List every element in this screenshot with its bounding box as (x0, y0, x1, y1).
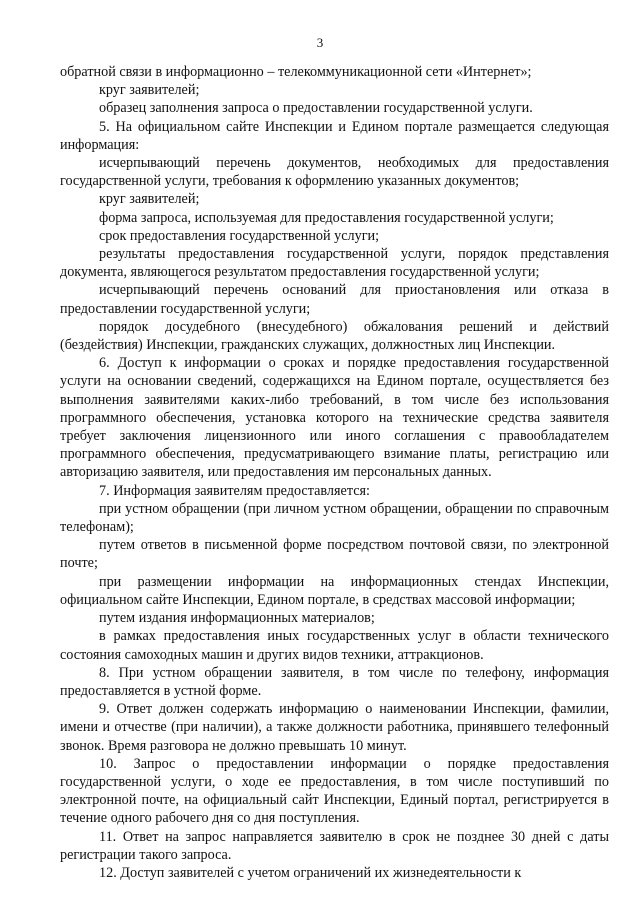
paragraph: 10. Запрос о предоставлении информации о порядке предоставления государственной услуги, о ходе ее предоставления, в том числе поступивший по электронной почте, на официальный сайт Инспекции, Единый портал, регистрируется в течение одного рабочего дня со дня поступления. (60, 755, 609, 827)
paragraph: исчерпывающий перечень оснований для приостановления или отказа в предоставлении государственной услуги; (60, 282, 609, 317)
paragraph: путем издания информационных материалов; (99, 610, 375, 627)
paragraph: 11. Ответ на запрос направляется заявителю в срок не позднее 30 дней с даты регистрации такого запроса. (60, 828, 609, 863)
paragraph: результаты предоставления государственной услуги, порядок представления документа, являющегося результатом предоставления государственной услуги; (60, 246, 609, 281)
page-number: 3 (316, 35, 324, 50)
paragraph: путем ответов в письменной форме посредством почтовой связи, по электронной почте; (60, 537, 609, 572)
paragraph: 5. На официальном сайте Инспекции и Едином портале размещается следующая информация: (60, 118, 609, 153)
paragraph: при устном обращении (при личном устном обращении, обращении по справочным телефонам); (60, 500, 609, 536)
paragraph: при размещении информации на информационных стендах Инспекции, официальном сайте Инспекции, Едином портале, в средствах массовой информации; (60, 573, 609, 608)
paragraph: 7. Информация заявителям предоставляется: (99, 482, 370, 499)
document-body (60, 63, 609, 882)
paragraph: исчерпывающий перечень документов, необходимых для предоставления государственной услуги, требования к оформлению указанных документов; (60, 155, 609, 190)
paragraph: порядок досудебного (внесудебного) обжалования решений и действий (бездействия) Инспекции, гражданских служащих, должностных лиц Инспекции. (60, 318, 609, 354)
paragraph: форма запроса, используемая для предоставления государственной услуги; (99, 209, 554, 226)
paragraph: образец заполнения запроса о предоставлении государственной услуги. (99, 100, 533, 117)
paragraph: 12. Доступ заявителей с учетом ограничений их жизнедеятельности к (99, 864, 522, 881)
paragraph: в рамках предоставления иных государственных услуг в области технического состояния самоходных машин и других видов техники, аттракционов. (60, 628, 609, 663)
paragraph: 8. При устном обращении заявителя, в том числе по телефону, информация предоставляется в устной форме. (60, 664, 609, 699)
paragraph: 6. Доступ к информации о сроках и порядке предоставления государственной услуги на основании сведений, содержащихся на Едином портале, осуществляется без выполнения заявителями каких-либо требований, в том числе без использования программного обеспечения, установка которого на технические средства заявителя требует заключения лицензионного или иного соглашения с правообладателем программного обеспечения, предусматривающего взимание платы, регистрацию или авторизацию заявителя, или предоставления им персональных данных. (60, 355, 609, 481)
paragraph: 9. Ответ должен содержать информацию о наименовании Инспекции, фамилии, имени и отчестве (при наличии), а также должности работника, принявшего телефонный звонок. Время разговора не должно превышать 10 минут. (60, 701, 609, 754)
paragraph: круг заявителей; (99, 82, 200, 99)
paragraph: срок предоставления государственной услуги; (99, 227, 380, 244)
paragraph: круг заявителей; (99, 191, 200, 208)
paragraph: обратной связи в информационно – телекоммуникационной сети «Интернет»; (60, 64, 532, 80)
